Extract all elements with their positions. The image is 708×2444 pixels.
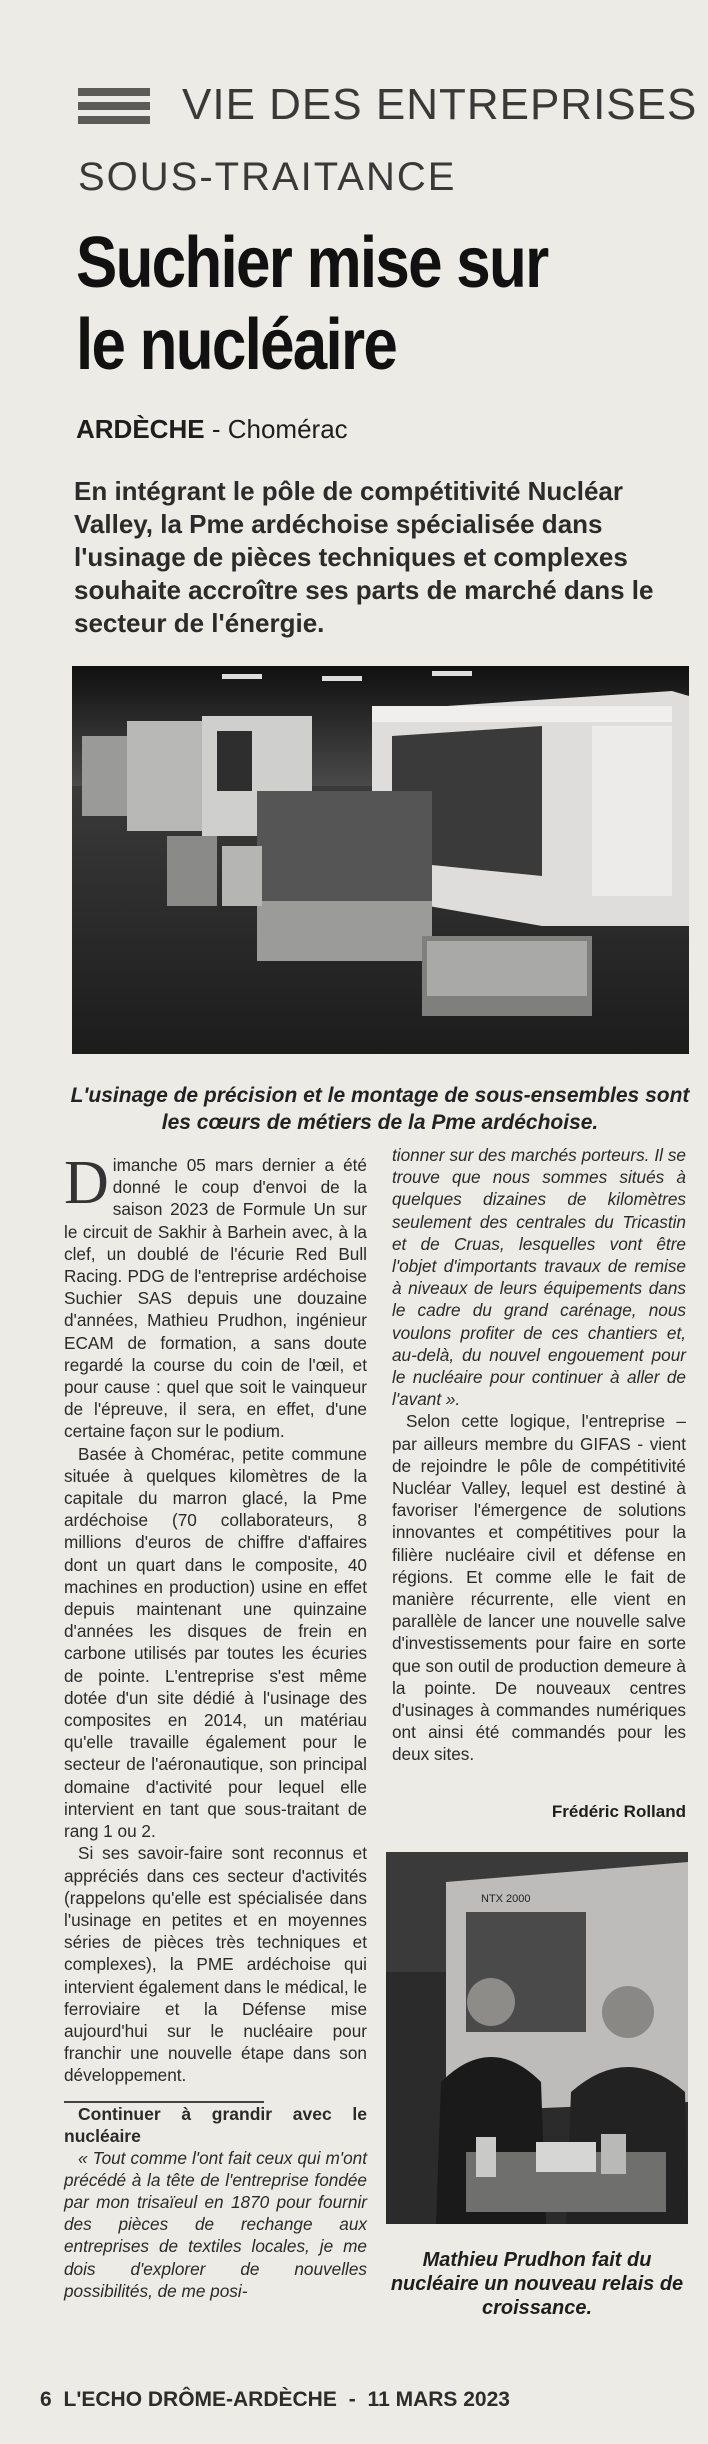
page-number: 6 [40,2388,52,2411]
dateline-town: Chomérac [227,414,348,444]
paragraph-1-text: imanche 05 mars dernier a été donné le coup d'envoi de la saison 2023 de Formule Un sur le circuit de Sakhir à Barhein avec, à la clef, un doublé de l'écurie Red Bull Racing. PDG de l'entreprise ardéchoise Suchier SAS depuis une douzaine d'années, Mathieu Prudhon, ingénieur ECAM de formation, a sans doute regardé la course du coin de l'œil, et pour cause : quel que soit le vainqueur de l'épreuve, il sera, en effet, d'une certaine façon sur le podium. [64,1155,367,1442]
workshop-photo [72,666,689,1054]
headline-line-2: le nucléaire [76,305,397,385]
dateline-place: ARDÈCHE [76,414,205,444]
quote-paragraph: « Tout comme l'ont fait ceux qui m'ont précédé à la tête de l'entreprise fondée par mon trisaïeul en 1870 pour fournir des pièces de rechange aux entreprises de textiles locales, je me dois d'explorer de nouvelles possibilités, de me posi- [64,2147,367,2301]
section-rubric: VIE DES ENTREPRISES [182,80,698,129]
drop-cap: D [64,1149,109,1217]
issue-date: 11 MARS 2023 [367,2388,510,2411]
paragraph-1 [64,1149,367,1443]
article-subhead: Continuer à grandir avec le nucléaire [64,2103,367,2146]
article-lead: En intégrant le pôle de compétitivité Nucléar Valley, la Pme ardéchoise spécialisée dans l'usinage de pièces techniques et complexes souhaite accroître ses parts de marché dans le secteur de l'énergie. [74,476,654,638]
portrait-photo [386,1852,688,2224]
footer-separator: - [348,2388,356,2411]
article-kicker: SOUS-TRAITANCE [78,155,457,199]
workshop-photo-caption: L'usinage de précision et le montage de sous-ensembles sont les cœurs de métiers de la Pme ardéchoise. [70,1084,690,1134]
dateline [76,414,348,445]
machine-label: NTX 2000 [481,1893,531,1905]
article-column-1 [64,1149,367,2302]
page-footer [40,2388,510,2412]
paragraph-3: Si ses savoir-faire sont reconnus et appréciés dans ces secteur d'activités (rappelons qu'elle est spécialisée dans l'usinage en petites et en moyennes séries de pièces très techniques et complexes), la PME ardéchoise qui intervient également dans le médical, le ferroviaire et la Défense mise aujourd'hui sur le nucléaire pour franchir une nouvelle étape dans son développement. [64,1843,367,2086]
quote-continuation: tionner sur des marchés porteurs. Il se trouve que nous sommes situés à quelques dizaines de kilomètres seulement des centrales du Tricastin et de Cruas, lesquelles vont être l'objet d'importants travaux de remise à niveaux de leurs équipements dans le cadre du grand carénage, nous voulons profiter de ces chantiers et, au-delà, du nouvel engouement pour le nucléaire pour continuer à aller de l'avant ». [392,1145,686,1410]
rubric-bar-icon [78,88,150,124]
article-headline [76,222,678,386]
dateline-separator: - [211,414,221,444]
paragraph-4: Selon cette logique, l'entreprise – par ailleurs membre du GIFAS - vient de rejoindre le pôle de compétitivité Nucléar Valley, lequel est destiné à favoriser l'émergence de solutions innovantes et compétitives pour la filière nucléaire civil et défense en régions. Et comme elle le fait de manière récurrente, elle vient en parallèle de lancer une nouvelle salve d'investissements pour faire en sorte que son outil de production demeure à la pointe. De nouveaux centres d'usinages à commandes numériques ont ainsi été commandés pour les deux sites. [392,1411,686,1765]
newspaper-name: L'ECHO DRÔME-ARDÈCHE [63,2388,337,2411]
portrait-photo-image [386,1852,688,2224]
article-column-2 [392,1144,686,1766]
workshop-photo-image [72,666,689,1054]
portrait-photo-caption: Mathieu Prudhon fait du nucléaire un nouveau relais de croissance. [390,2249,684,2319]
article-author: Frédéric Rolland [551,1802,686,1821]
paragraph-2: Basée à Chomérac, petite commune située à quelques kilomètres de la capitale du marron glacé, la Pme ardéchoise (70 collaborateurs, 8 millions d'euros de chiffre d'affaires dont un quart dans le composite, 40 machines en production) usine en effet depuis maintenant une quinzaine d'années les disques de frein en carbone utilisés par toutes les écuries de pointe. L'entreprise s'est même dotée d'un site dédié à l'usinage des composites en 2014, un matériau qu'elle travaille également pour le secteur de l'aéronautique, son principal domaine d'activité pour lequel elle intervient en tant que sous-traitant de rang 1 ou 2. [64,1443,367,1842]
headline-line-1: Suchier mise sur [76,223,548,303]
